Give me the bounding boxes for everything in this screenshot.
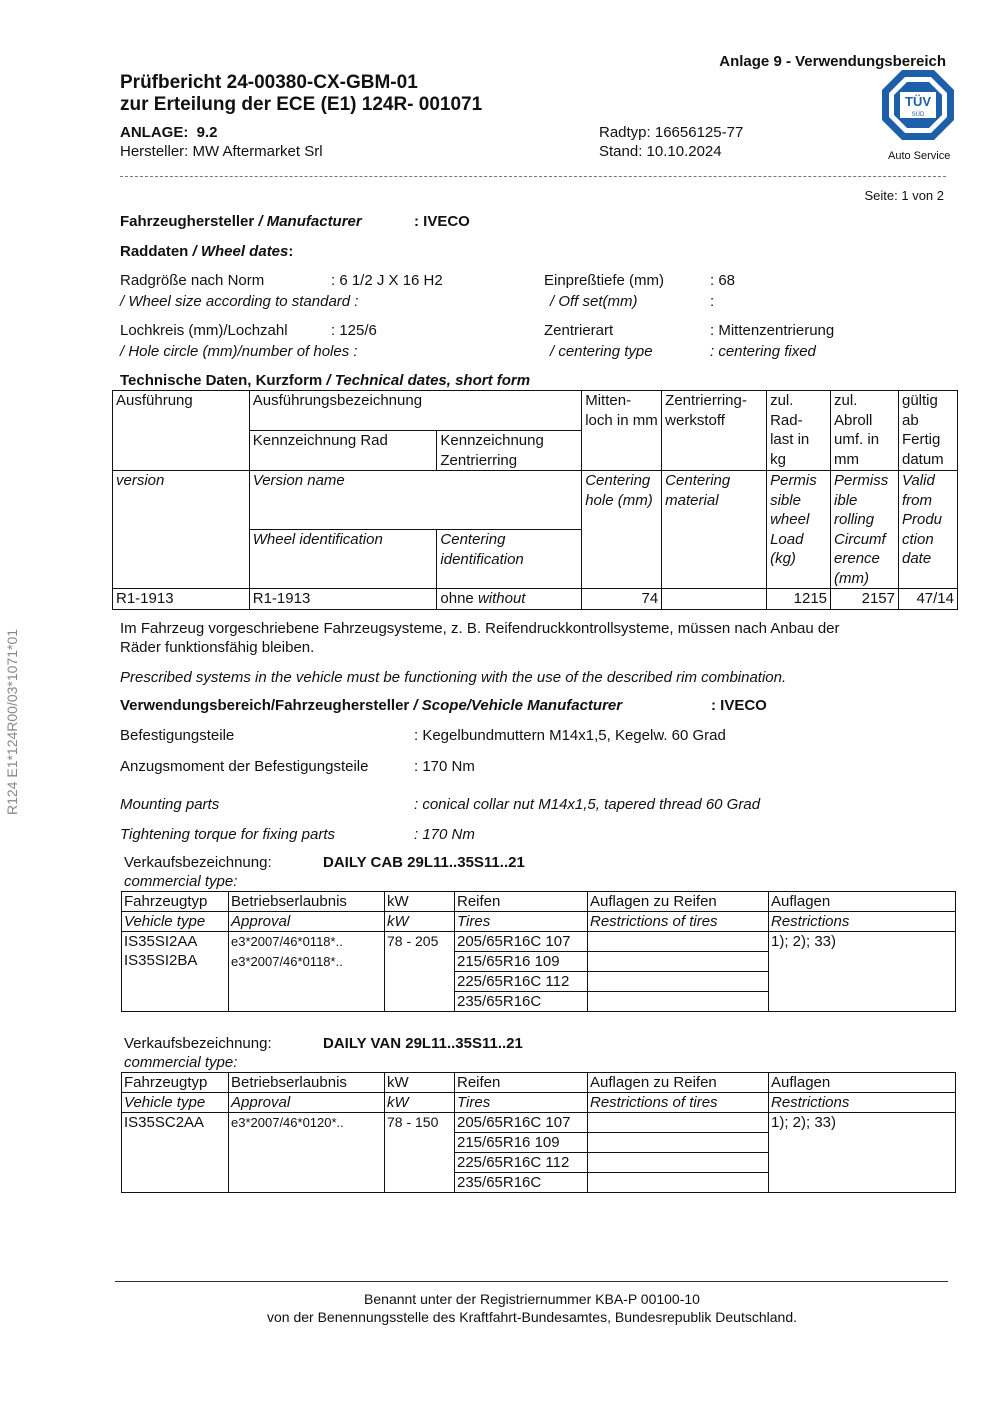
- restrictions: 1); 2); 33): [769, 1113, 956, 1193]
- centering-value: : Mittenzentrierung: [710, 322, 835, 339]
- vehicle-table: [121, 1072, 956, 1193]
- th-center-hole-en: Centering hole (mm): [582, 471, 662, 589]
- tire-restriction: [588, 932, 769, 952]
- th-version-name-en: Version name: [249, 471, 581, 530]
- cell-load: 1215: [767, 589, 831, 610]
- tire-size: 225/65R16C 112: [455, 1153, 588, 1173]
- th-tires-en: Tires: [455, 912, 588, 932]
- th-centering-id-en: Centering identification: [437, 530, 582, 589]
- th-tires: Reifen: [455, 1073, 588, 1093]
- tire-size: 205/65R16C 107: [455, 1113, 588, 1133]
- tire-restriction: [588, 992, 769, 1012]
- tire-restriction: [588, 972, 769, 992]
- th-vehicle-type-en: Vehicle type: [122, 1093, 229, 1113]
- approval: e3*2007/46*0118*..: [231, 934, 343, 949]
- th-approval: Betriebserlaubnis: [229, 892, 385, 912]
- torque-value: : 170 Nm: [414, 758, 475, 775]
- offset-value: : 68: [710, 272, 736, 289]
- tire-size: 235/65R16C: [455, 992, 588, 1012]
- th-wheel-load: zul. Rad- last in kg: [767, 391, 831, 471]
- manufacturer-line: Hersteller: MW Aftermarket Srl: [120, 143, 323, 160]
- th-tires: Reifen: [455, 892, 588, 912]
- torque-label: Anzugsmoment der Befestigungsteile: [120, 758, 369, 775]
- tech-title: Technische Daten, Kurzform: [120, 372, 323, 389]
- offset-label-en: / Off set(mm): [550, 293, 638, 310]
- offset-value-en: :: [710, 293, 715, 310]
- offset-label: Einpreßtiefe (mm): [544, 272, 665, 289]
- tire-size: 215/65R16 109: [455, 1133, 588, 1153]
- page-number: Seite: 1 von 2: [864, 188, 944, 203]
- vehicle-table: [121, 891, 956, 1012]
- annex-label: ANLAGE:: [120, 124, 189, 141]
- sales-designation-value: DAILY VAN 29L11..35S11..21: [323, 1035, 523, 1052]
- colon: :: [288, 243, 294, 260]
- wheel-size-label: Radgröße nach Norm: [120, 272, 265, 289]
- cell-wheel-id: R1-1913: [249, 589, 437, 610]
- auto-service-label: Auto Service: [888, 150, 951, 162]
- th-approval-en: Approval: [229, 912, 385, 932]
- fixing-parts-value: : Kegelbundmuttern M14x1,5, Kegelw. 60 Grad: [414, 727, 726, 744]
- wheel-title: Raddaten: [120, 243, 189, 260]
- vehicle-type: IS35SI2AA: [124, 933, 198, 950]
- cell-version: R1-1913: [113, 589, 250, 610]
- technical-data-table: [112, 390, 958, 610]
- mounting-parts-label: Mounting parts: [120, 796, 220, 813]
- footer-divider: [115, 1281, 948, 1282]
- th-restrictions: Auflagen: [769, 892, 956, 912]
- tightening-torque-label: Tightening torque for fixing parts: [120, 826, 335, 843]
- table-row: [122, 1113, 956, 1133]
- wheel-type: Radtyp: 16656125-77: [599, 124, 744, 141]
- th-centering-id: Kennzeichnung Zentrierring: [437, 431, 582, 471]
- tire-size: 215/65R16 109: [455, 952, 588, 972]
- cell-hole: 74: [582, 589, 662, 610]
- th-vehicle-type: Fahrzeugtyp: [122, 892, 229, 912]
- approval: e3*2007/46*0118*..: [231, 954, 343, 969]
- report-title: Prüfbericht 24-00380-CX-GBM-01: [120, 72, 418, 93]
- th-wheel-id: Kennzeichnung Rad: [249, 431, 437, 471]
- scope-label: Verwendungsbereich/Fahrzeughersteller: [120, 697, 410, 714]
- tire-restriction: [588, 1153, 769, 1173]
- kw-range: 78 - 205: [385, 932, 455, 1012]
- th-centering-material: Zentrierring- werkstoff: [662, 391, 767, 471]
- th-tire-restrictions-en: Restrictions of tires: [588, 912, 769, 932]
- hole-circle-label-en: / Hole circle (mm)/number of holes :: [120, 343, 358, 360]
- commercial-type-label: commercial type:: [124, 873, 238, 890]
- wheel-title-en: / Wheel dates: [188, 243, 289, 260]
- th-valid-from-en: Valid from Produ ction date: [898, 471, 957, 589]
- scope-value: : IVECO: [711, 697, 767, 714]
- th-version-en: version: [113, 471, 250, 589]
- note-de-line1: Im Fahrzeug vorgeschriebene Fahrzeugsysteme, z. B. Reifendruckkontrollsysteme, müssen nach Anbau der: [120, 620, 840, 637]
- th-tire-restrictions-en: Restrictions of tires: [588, 1093, 769, 1113]
- th-restrictions-en: Restrictions: [769, 1093, 956, 1113]
- table-row: [113, 589, 958, 610]
- svg-text:SÜD: SÜD: [911, 112, 925, 118]
- manufacturer-label: Fahrzeughersteller: [120, 213, 255, 230]
- tire-size: 235/65R16C: [455, 1173, 588, 1193]
- mounting-parts-value: : conical collar nut M14x1,5, tapered thread 60 Grad: [414, 796, 761, 813]
- centering-label: Zentrierart: [544, 322, 614, 339]
- note-de-line2: Räder funktionsfähig bleiben.: [120, 639, 315, 656]
- cell-date: 47/14: [898, 589, 957, 610]
- th-vehicle-type-en: Vehicle type: [122, 912, 229, 932]
- centering-value-en: : centering fixed: [710, 343, 816, 360]
- th-centering-material-en: Centering material: [662, 471, 767, 589]
- th-kw: kW: [385, 1073, 455, 1093]
- tuv-logo: [880, 68, 956, 142]
- commercial-type-label: commercial type:: [124, 1054, 238, 1071]
- status-date: Stand: 10.10.2024: [599, 143, 722, 160]
- hole-circle-label: Lochkreis (mm)/Lochzahl: [120, 322, 288, 339]
- th-rolling-circ: zul. Abroll umf. in mm: [831, 391, 899, 471]
- tire-restriction: [588, 1113, 769, 1133]
- tech-title-en: / Technical dates, short form: [322, 372, 531, 389]
- footer-line1: Benannt unter der Registriernummer KBA-P 00100-10: [364, 1291, 700, 1307]
- th-valid-from: gültig ab Fertig datum: [898, 391, 957, 471]
- tire-size: 225/65R16C 112: [455, 972, 588, 992]
- header-divider: [120, 176, 946, 177]
- tire-size: 205/65R16C 107: [455, 932, 588, 952]
- centering-label-en: / centering type: [550, 343, 653, 360]
- manufacturer-label-en: / Manufacturer: [254, 213, 362, 230]
- manufacturer-value: : IVECO: [414, 213, 470, 230]
- th-kw-en: kW: [385, 912, 455, 932]
- th-restrictions: Auflagen: [769, 1073, 956, 1093]
- th-tires-en: Tires: [455, 1093, 588, 1113]
- hole-circle-value: : 125/6: [331, 322, 377, 339]
- restrictions: 1); 2); 33): [769, 932, 956, 1012]
- th-kw-en: kW: [385, 1093, 455, 1113]
- wheel-size-value: : 6 1/2 J X 16 H2: [331, 272, 443, 289]
- cell-centering: ohne: [440, 590, 474, 607]
- table-row: [122, 932, 956, 952]
- cell-material: [662, 589, 767, 610]
- th-restrictions-en: Restrictions: [769, 912, 956, 932]
- side-reference: R124 E1*124R00/03*1071*01: [4, 628, 20, 815]
- th-wheel-load-en: Permis sible wheel Load (kg): [767, 471, 831, 589]
- th-version-name: Ausführungsbezeichnung: [249, 391, 581, 431]
- logo-text: TÜV: [905, 94, 931, 109]
- tire-restriction: [588, 952, 769, 972]
- th-kw: kW: [385, 892, 455, 912]
- th-approval-en: Approval: [229, 1093, 385, 1113]
- tire-restriction: [588, 1133, 769, 1153]
- th-tire-restrictions: Auflagen zu Reifen: [588, 1073, 769, 1093]
- th-version: Ausführung: [113, 391, 250, 471]
- footer-line2: von der Benennungsstelle des Kraftfahrt-Bundesamtes, Bundesrepublik Deutschland.: [267, 1309, 797, 1325]
- th-tire-restrictions: Auflagen zu Reifen: [588, 892, 769, 912]
- vehicle-type: IS35SC2AA: [124, 1114, 205, 1131]
- note-en: Prescribed systems in the vehicle must be functioning with the use of the described rim combination.: [120, 669, 787, 686]
- sales-designation-label: Verkaufsbezeichnung:: [124, 854, 272, 871]
- sales-designation-value: DAILY CAB 29L11..35S11..21: [323, 854, 525, 871]
- approval: e3*2007/46*0120*..: [231, 1115, 344, 1130]
- fixing-parts-label: Befestigungsteile: [120, 727, 235, 744]
- tightening-torque-value: : 170 Nm: [414, 826, 475, 843]
- cell-circ: 2157: [831, 589, 899, 610]
- sales-designation-label: Verkaufsbezeichnung:: [124, 1035, 272, 1052]
- report-subtitle: zur Erteilung der ECE (E1) 124R- 001071: [120, 94, 483, 115]
- vehicle-type: IS35SI2BA: [124, 952, 198, 969]
- annex-value: 9.2: [196, 124, 218, 141]
- kw-range: 78 - 150: [385, 1113, 455, 1193]
- th-vehicle-type: Fahrzeugtyp: [122, 1073, 229, 1093]
- annex-title: Anlage 9 - Verwendungsbereich: [719, 53, 946, 70]
- tire-restriction: [588, 1173, 769, 1193]
- th-approval: Betriebserlaubnis: [229, 1073, 385, 1093]
- scope-label-en: / Scope/Vehicle Manufacturer: [409, 697, 623, 714]
- th-wheel-id-en: Wheel identification: [249, 530, 437, 589]
- cell-centering-en: without: [477, 590, 526, 607]
- wheel-size-label-en: / Wheel size according to standard :: [120, 293, 359, 310]
- th-center-hole: Mitten- loch in mm: [582, 391, 662, 471]
- th-rolling-circ-en: Permiss ible rolling Circumf erence (mm): [831, 471, 899, 589]
